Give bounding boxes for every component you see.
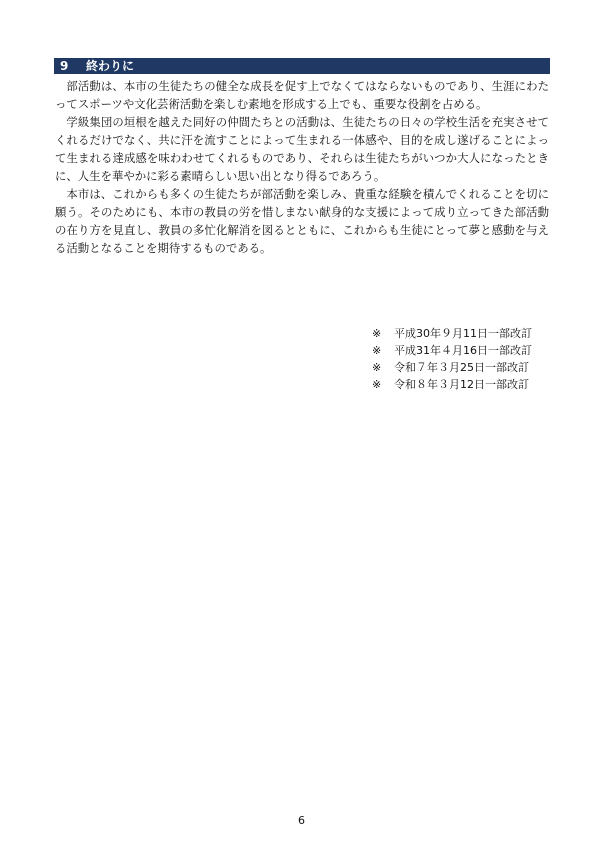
- revision-text: 平成30年９月11日一部改訂: [394, 327, 532, 340]
- section-number: 9: [60, 59, 69, 73]
- paragraph-3: 本市は、これからも多くの生徒たちが部活動を楽しみ、貴重な経験を積んでくれることを切に願う。そのためにも、本市の教員の労を惜しまない献身的な支援によって成り立ってきた部活動の在り方を見直し、教員の多忙化解消を図るとともに、これからも生徒にとって夢と感動を与える活動となることを期待するものである。: [55, 187, 549, 255]
- revision-text: 平成31年４月16日一部改訂: [394, 344, 532, 357]
- revision-mark: ※: [372, 361, 382, 374]
- revision-text: 令和７年３月25日一部改訂: [394, 361, 529, 374]
- page-number: 6: [298, 814, 305, 827]
- revision-item: [372, 376, 552, 393]
- revision-text: 令和８年３月12日一部改訂: [394, 378, 529, 391]
- revision-mark: ※: [372, 344, 382, 357]
- paragraph-2: 学級集団の垣根を越えた同好の仲間たちとの活動は、生徒たちの日々の学校生活を充実させてくれるだけでなく、共に汗を流すことによって生まれる一体感や、目的を成し遂げることによって生まれる達成感を味わわせてくれるものであり、それらは生徒たちがいつか大人になったときに、人生を華やかに彩る素晴らしい思い出となり得るであろう。: [55, 115, 549, 183]
- revision-item: [372, 359, 552, 376]
- revision-mark: ※: [372, 327, 382, 340]
- revision-history: [372, 325, 552, 393]
- body-text: [55, 77, 549, 257]
- section-title: 終わりに: [86, 59, 135, 73]
- revision-mark: ※: [372, 378, 382, 391]
- section-heading: [54, 58, 550, 74]
- revision-item: [372, 342, 552, 359]
- paragraph-1: 部活動は、本市の生徒たちの健全な成長を促す上でなくてはならないものであり、生涯にわたってスポーツや文化芸術活動を楽しむ素地を形成する上でも、重要な役割を占める。: [55, 79, 549, 111]
- revision-item: [372, 325, 552, 342]
